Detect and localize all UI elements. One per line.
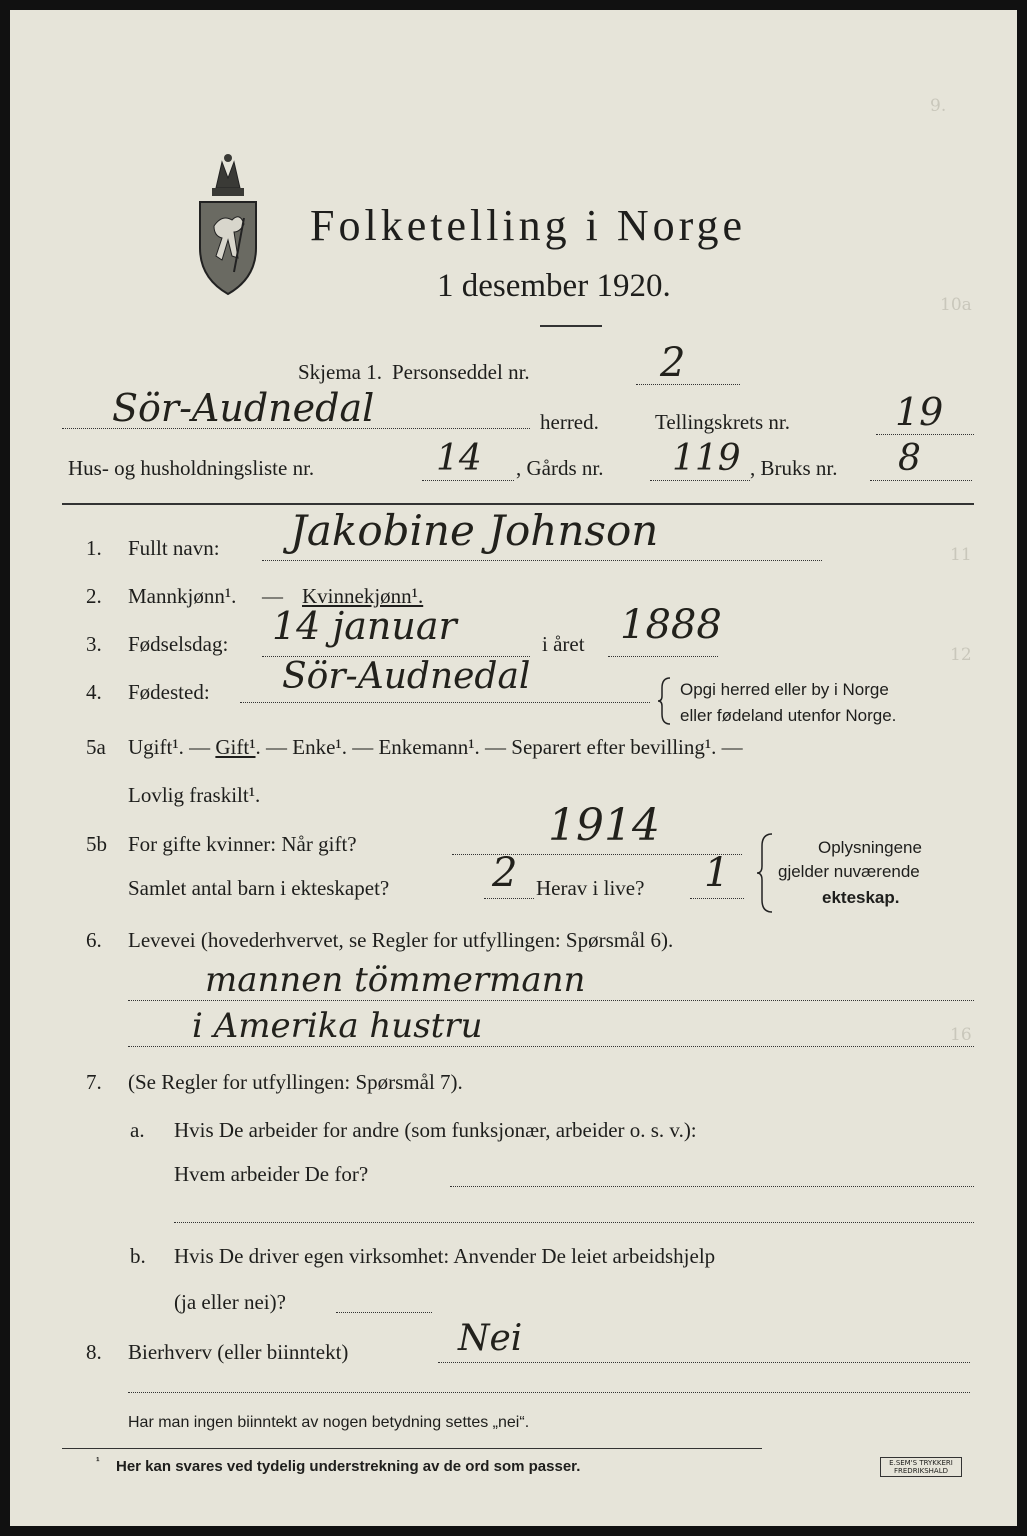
marriage-note-2: gjelder nuværende [778, 862, 920, 881]
q3-number: 3. [86, 632, 102, 656]
q7-number: 7. [86, 1070, 102, 1094]
q2-male: Mannkjønn¹. [128, 584, 237, 608]
q1-number: 1. [86, 536, 102, 560]
q2-female-underlined: Kvinnekjønn¹. [302, 584, 424, 608]
bottom-note: Har man ingen biinntekt av nogen betydning settes „nei“. [128, 1414, 530, 1431]
q2-number: 2. [86, 584, 102, 608]
hired-help-line [336, 1312, 432, 1313]
herred-value: Sör-Audnedal [112, 386, 375, 430]
birthplace-line [240, 702, 650, 703]
marital-option-married-underlined: Gift¹ [215, 735, 256, 759]
side-income-value: Nei [458, 1318, 523, 1359]
q4-number: 4. [86, 680, 102, 704]
bleed-through-text: 11 [950, 545, 972, 565]
alive-value: 1 [704, 850, 730, 896]
gards-value: 119 [672, 438, 741, 479]
footnote-marker: ¹ [96, 1456, 100, 1468]
birth-year-value: 1888 [620, 602, 722, 648]
hus-line [422, 480, 514, 481]
occupation-value-line-1: mannen tömmermann [205, 960, 586, 1000]
birthplace-note-1: Opgi herred eller by i Norge [680, 680, 889, 699]
children-line [484, 898, 534, 899]
birthday-value: 14 januar [272, 604, 457, 648]
marital-status-options [128, 735, 743, 760]
marriage-note-3: ekteskap. [822, 888, 900, 907]
employer-line [450, 1186, 974, 1187]
occupation-line-1 [128, 1000, 974, 1001]
married-year-value: 1914 [548, 800, 660, 851]
tellingskrets-value: 19 [895, 390, 944, 434]
birthplace-value: Sör-Audnedal [282, 656, 531, 697]
occupation-line-2 [128, 1046, 974, 1047]
marriage-note-1: Oplysningene [818, 838, 922, 857]
q1-label: Fullt navn: [128, 536, 220, 560]
printer-stamp-line-2: FREDRIKSHALD [893, 1467, 948, 1475]
employer-line-2 [174, 1222, 974, 1223]
form-title: Folketelling i Norge [310, 201, 747, 250]
hus-label: Hus- og husholdningsliste nr. [68, 456, 315, 480]
q7b-label: Hvis De driver egen virksomhet: Anvender De leiet arbeidshjelp [174, 1244, 716, 1268]
bleed-through-text: 10a [940, 295, 972, 315]
bleed-through-text: 9. [930, 96, 947, 116]
bleed-through-text: 16 [950, 1025, 972, 1045]
occupation-value-line-2: i Amerika hustru [192, 1006, 483, 1046]
hus-value: 14 [436, 438, 482, 479]
personseddel-label: Personseddel nr. [392, 360, 530, 384]
norway-coat-of-arms-icon [188, 148, 268, 298]
q8-label: Bierhverv (eller biinntekt) [128, 1340, 349, 1364]
q8-number: 8. [86, 1340, 102, 1364]
personseddel-value: 2 [660, 340, 686, 386]
q4-label: Fødested: [128, 680, 210, 704]
q7b-sub-label: (ja eller nei)? [174, 1290, 286, 1314]
q7a-label: Hvis De arbeider for andre (som funksjonær, arbeider o. s. v.): [174, 1118, 697, 1142]
title-divider [540, 325, 602, 327]
form-date: 1 desember 1920. [437, 268, 671, 304]
birth-year-line [608, 656, 718, 657]
full-name-line [262, 560, 822, 561]
brace-icon [756, 832, 774, 914]
full-name-value: Jakobine Johnson [290, 506, 659, 555]
q3-label: Fødselsdag: [128, 632, 229, 656]
children-value: 2 [492, 850, 518, 896]
bruks-value: 8 [898, 438, 921, 479]
tellingskrets-label: Tellingskrets nr. [655, 410, 791, 434]
q2-dash: — [262, 584, 283, 608]
side-income-line [438, 1362, 970, 1363]
q7a-sub-label: Hvem arbeider De for? [174, 1162, 369, 1186]
footnote-text: Her kan svares ved tydelig understrekning av de ord som passer. [116, 1458, 581, 1475]
bruks-line [870, 480, 972, 481]
gards-label: , Gårds nr. [516, 456, 604, 480]
q5a-number: 5a [86, 735, 106, 759]
footnote-divider [62, 1448, 762, 1449]
personseddel-line [636, 384, 740, 385]
bruks-label: , Bruks nr. [750, 456, 838, 480]
brace-icon [658, 676, 672, 726]
q6-number: 6. [86, 928, 102, 952]
q6-label: Levevei (hovederhvervet, se Regler for utfyllingen: Spørsmål 6). [128, 928, 674, 952]
q5b-label: For gifte kvinner: Når gift? [128, 832, 357, 856]
q3-year-label: i året [542, 632, 585, 656]
alive-line [690, 898, 744, 899]
side-income-line-2 [128, 1392, 970, 1393]
schema-label: Skjema 1. [298, 360, 382, 384]
q5b-number: 5b [86, 832, 107, 856]
bleed-through-text: 12 [950, 645, 972, 665]
q7-label: (Se Regler for utfyllingen: Spørsmål 7). [128, 1070, 463, 1094]
herred-label: herred. [540, 410, 599, 434]
alive-label: Herav i live? [536, 876, 645, 900]
children-label: Samlet antal barn i ekteskapet? [128, 876, 390, 900]
marital-option-unmarried: Ugift¹. — [128, 735, 216, 759]
marital-option-divorced: Lovlig fraskilt¹. [128, 783, 261, 807]
q7b-letter: b. [130, 1244, 146, 1268]
q7a-letter: a. [130, 1118, 145, 1142]
herred-line [62, 428, 530, 429]
printer-stamp-line-1: E.SEM'S TRYKKERI [889, 1459, 953, 1467]
printer-stamp [880, 1457, 962, 1477]
birthplace-note-2: eller fødeland utenfor Norge. [680, 706, 897, 725]
header-divider [62, 503, 974, 505]
marital-option-rest: . — Enke¹. — Enkemann¹. — Separert efter bevilling¹. — [255, 735, 743, 759]
gards-line [650, 480, 750, 481]
tellingskrets-line [876, 434, 974, 435]
